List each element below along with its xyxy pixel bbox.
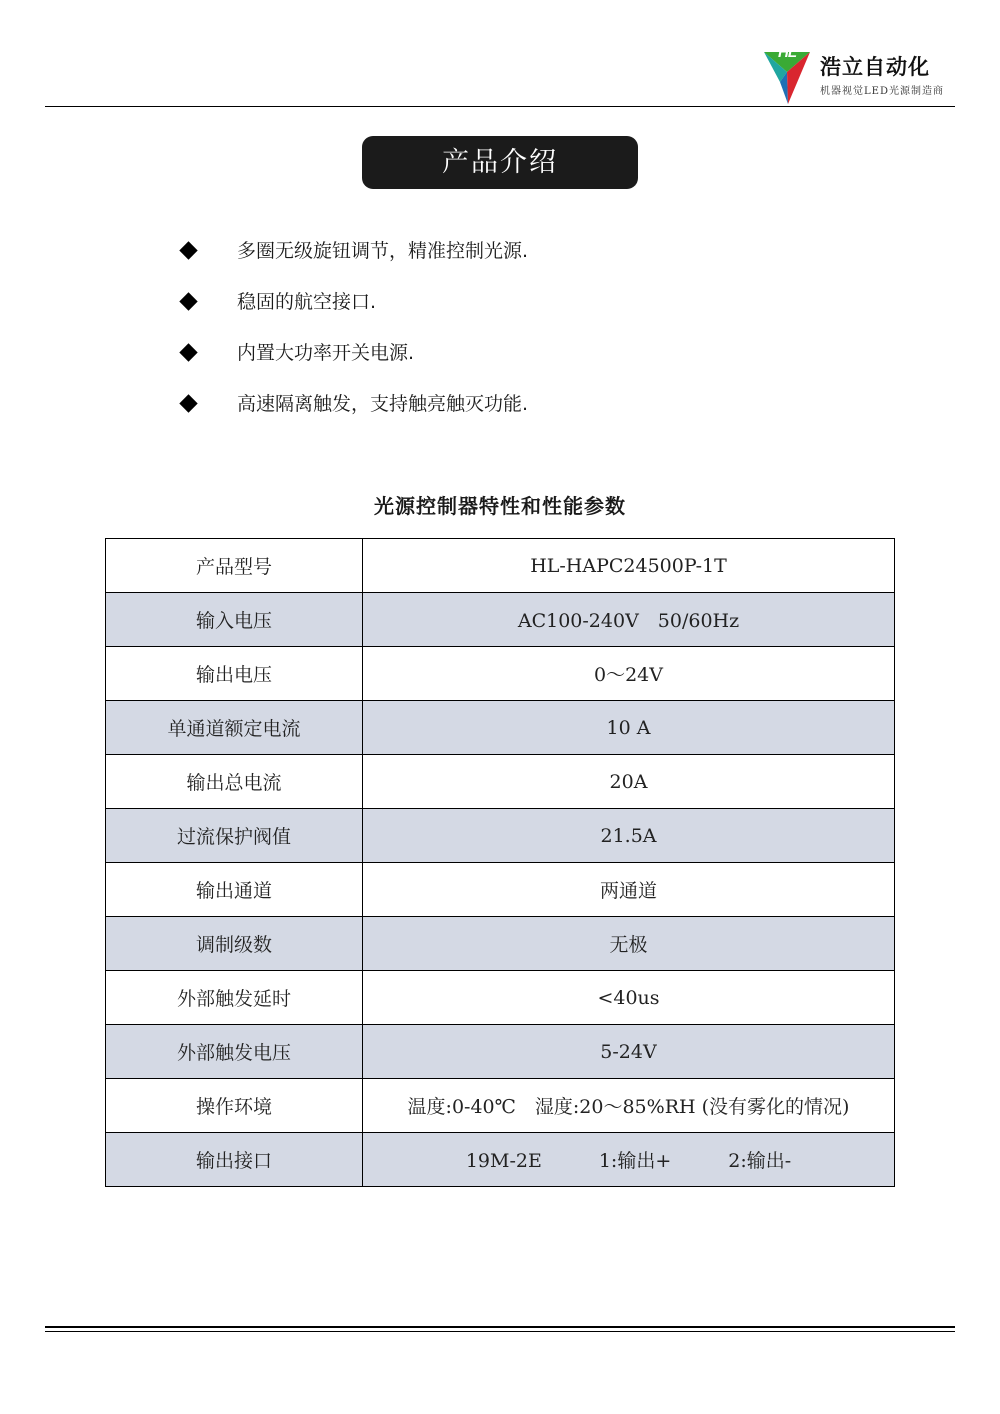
spec-value: 10 A xyxy=(363,701,895,755)
table-row xyxy=(106,1025,895,1079)
spec-value: 两通道 xyxy=(363,863,895,917)
spec-label: 产品型号 xyxy=(106,539,363,593)
spec-label: 输出总电流 xyxy=(106,755,363,809)
spec-value: 21.5A xyxy=(363,809,895,863)
company-logo xyxy=(762,42,954,104)
footer-divider xyxy=(45,1326,955,1328)
section-title-product-intro: 产品介绍 xyxy=(362,136,638,189)
table-row xyxy=(106,539,895,593)
table-row xyxy=(106,647,895,701)
spec-label: 单通道额定电流 xyxy=(106,701,363,755)
table-row xyxy=(106,917,895,971)
company-name: 浩立自动化 xyxy=(820,55,930,79)
spec-label: 调制级数 xyxy=(106,917,363,971)
diamond-bullet-icon xyxy=(179,343,197,361)
table-row xyxy=(106,701,895,755)
logo-letters: HL xyxy=(778,44,796,61)
spec-label: 输出通道 xyxy=(106,863,363,917)
feature-text: 内置大功率开关电源. xyxy=(237,342,415,364)
table-row xyxy=(106,755,895,809)
spec-value: 20A xyxy=(363,755,895,809)
spec-label: 输入电压 xyxy=(106,593,363,647)
footer-divider-thin xyxy=(45,1331,955,1332)
spec-table xyxy=(105,538,895,1187)
feature-text: 高速隔离触发，支持触亮触灭功能. xyxy=(237,393,529,415)
feature-text: 多圈无级旋钮调节，精准控制光源. xyxy=(237,240,529,262)
spec-value: 5-24V xyxy=(363,1025,895,1079)
table-row xyxy=(106,1133,895,1187)
company-slogan: 机器视觉LED光源制造商 xyxy=(820,86,944,97)
diamond-bullet-icon xyxy=(179,292,197,310)
spec-label: 外部触发电压 xyxy=(106,1025,363,1079)
spec-label: 外部触发延时 xyxy=(106,971,363,1025)
spec-value: 温度:0-40℃ 湿度:20～85%RH (没有雾化的情况) xyxy=(363,1079,895,1133)
spec-value: HL-HAPC24500P-1T xyxy=(363,539,895,593)
spec-label: 输出接口 xyxy=(106,1133,363,1187)
table-row xyxy=(106,809,895,863)
table-row xyxy=(106,863,895,917)
spec-label: 操作环境 xyxy=(106,1079,363,1133)
diamond-bullet-icon xyxy=(179,394,197,412)
spec-label: 输出电压 xyxy=(106,647,363,701)
table-row xyxy=(106,1079,895,1133)
header-divider xyxy=(45,106,955,107)
feature-text: 稳固的航空接口. xyxy=(237,291,377,313)
spec-value: AC100-240V 50/60Hz xyxy=(363,593,895,647)
spec-value: 无极 xyxy=(363,917,895,971)
spec-label: 过流保护阀值 xyxy=(106,809,363,863)
spec-value: 19M-2E 1:输出+ 2:输出- xyxy=(363,1133,895,1187)
spec-value: 0～24V xyxy=(363,647,895,701)
spec-table-title: 光源控制器特性和性能参数 xyxy=(374,494,626,518)
diamond-bullet-icon xyxy=(179,241,197,259)
table-row xyxy=(106,971,895,1025)
spec-value: <40us xyxy=(363,971,895,1025)
table-row xyxy=(106,593,895,647)
